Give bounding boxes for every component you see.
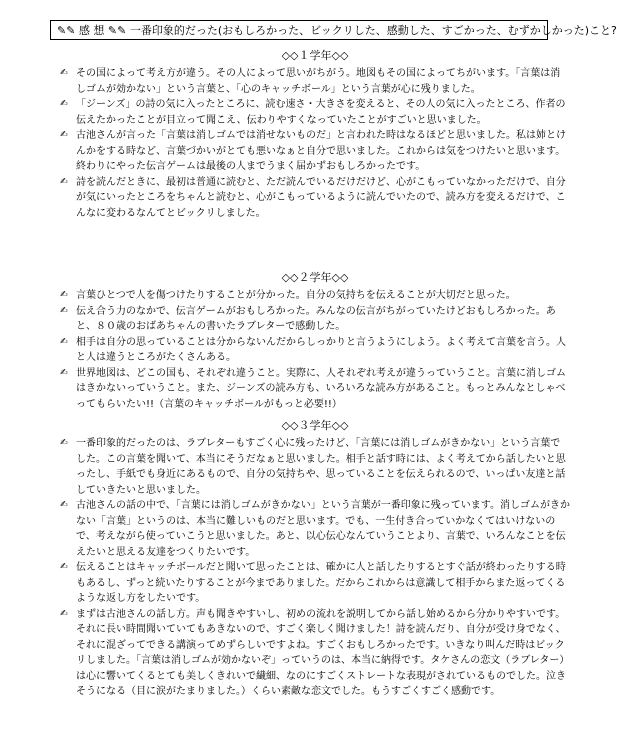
list-item xyxy=(60,288,570,304)
list-item xyxy=(60,366,570,413)
item-text: 「ジーンズ」の詩の気に入ったところに、読む速さ・大きさを変えると、その人の気に入ったところ、作者の伝えたかったことが目立って聞こえ、伝わりやすくなっていたことがすごいと思いました。 xyxy=(76,99,566,126)
pencil-icon: ✍ xyxy=(60,290,68,300)
item-text: その国によって考え方が違う。その人によって思いがちがう。地図もその国によってちがいます。「言葉は消しゴムが効かない」という言葉と、「心のキャッチボール」という言葉が心に残りました。 xyxy=(76,68,561,95)
item-text: 世界地図は、どこの国も、それぞれ違うこと。実際に、人それぞれ考えが違うっていうこと。言葉に消しゴムはきかないっていうこと。また、ジーンズの読み方も、いろいろな読み方があること。もっとみんなとしゃべってもらいたい!!（言葉のキャッチボールがもっと必要!!） xyxy=(76,367,566,410)
pencil-icon: ✍ xyxy=(60,562,68,572)
item-text: 伝え合う力のなかで、伝言ゲームがおもしろかった。みんなの伝言がちがっていたけどおもしろかった。あと、８０歳のおばあちゃんの書いたラブレターで感動した。 xyxy=(76,305,556,332)
pencil-icon: ✍ xyxy=(60,608,68,619)
pencil-icon: ✍ xyxy=(60,176,68,187)
list-item xyxy=(60,498,570,560)
item-text: 相手は自分の思っていることは分からないんだからしっかりと言うようにしよう。よく考えて言葉を言う。人と人は違うところがたくさんある。 xyxy=(76,336,566,363)
section-grade-2 xyxy=(60,270,570,412)
pencil-icon: ✍ xyxy=(60,68,68,78)
pencil-icon: ✍ xyxy=(60,438,68,448)
item-text: まずは古池さんの話し方。声も聞きやすいし、初めの流れを説明してから話し始めるから分かりやすいです。それに長い時間聞いていてもあきないので、すごく楽しく聞けました！詩を読んだり、自分が受け身でなく、それに混ざってできる講演ってめずらしいですよね。すごくおもしろかったです。いきなり叫んだ時はビックリしました。「言葉は消しゴムが効かないぞ」っていうのは、本当に納得です。タケさんの恋文（ラブレター）は心に響いてくるとても美しくきれいで繊細、なのにすごくストレートな表現がされているものでした。泣きそうになる（目に涙がたまりました。）くらい素敵な恋文でした。もうすごくすごく感動です。 xyxy=(76,608,570,697)
item-text: 言葉ひとつで人を傷つけたりすることが分かった。自分の気持ちを伝えることが大切だと思った。 xyxy=(76,290,516,301)
section-heading: ◇◇２学年◇◇ xyxy=(281,271,349,284)
item-text: 一番印象的だったのは、ラブレターもすごく心に残ったけど、「言葉には消しゴムがきかない」という言葉でした。この言葉を聞いて、本当にそうだなぁと思いました。相手と話す時には、よく考えてから話したいと思ったし、手紙でも身近にあるもので、自分の気持ちや、思っていることを伝えられるので、いっぱい友達と話していきたいと思いました。 xyxy=(76,438,566,496)
list-item xyxy=(60,175,570,222)
section-grade-3 xyxy=(60,418,570,700)
item-text: 古池さんが言った「言葉は消しゴムでは消せないものだ」と言われた時はなるほどと思いました。私は姉とけんかをする時など、言葉づかいがとても悪いなぁと自分で思いました。これからは気をつけたいと思います。終わりにやった伝言ゲームは最後の人までうまく届かずおもしろかったです。 xyxy=(76,130,566,172)
pencil-icon: ✍ xyxy=(60,500,68,510)
pencil-icon: ✍ xyxy=(60,367,68,378)
pencil-icon: ✍ xyxy=(60,130,68,140)
pencil-icon: ✍ xyxy=(60,305,68,316)
item-text: 伝えることはキャッチボールだと聞いて思ったことは、確かに人と話したりするとすぐ話が終わったりする時もあるし、ずっと続いたりすることが今までありました。だからこれからは意識して相手からまた返ってくるような返し方をしたいです。 xyxy=(76,562,566,604)
pencil-icon: ✍ xyxy=(60,336,68,347)
list-item xyxy=(60,607,570,700)
item-text: 古池さんの話の中で、「言葉には消しゴムがきかない」という言葉が一番印象に残っています。消しゴムがきかない「言葉」というのは、本当に難しいものだと思います。でも、一生付き合っていかなくてはいけないので、考えながら使っていこうと思いました。あと、以心伝心なんていうことより、言葉で、いろんなことを伝えたいと思える友達をつくりたいです。 xyxy=(76,500,570,558)
section-heading: ◇◇１学年◇◇ xyxy=(281,49,349,62)
pencil-icon: ✍ xyxy=(60,99,68,109)
list-item xyxy=(60,560,570,607)
section-grade-1 xyxy=(60,48,570,221)
list-item xyxy=(60,335,570,366)
item-text: 詩を読んだときに、最初は普通に読むと、ただ読んでいるだけだけど、心がこもっていなかっただけで、自分が気にいったところをちゃんと読むと、心がこもっているように読んでいたので、読み方を変えるだけで、こんなに変わるなんてとビックリしました。 xyxy=(76,176,566,219)
list-item xyxy=(60,304,570,335)
list-item xyxy=(60,436,570,498)
section-heading: ◇◇３学年◇◇ xyxy=(281,419,349,432)
page-title: ✎✎ 感 想 ✎✎ 一番印象的だった(おもしろかった、ビックリした、感動した、すごかった、むずかしかった)こと? xyxy=(50,20,548,40)
list-item xyxy=(60,128,570,175)
list-item xyxy=(60,66,570,97)
list-item xyxy=(60,97,570,128)
